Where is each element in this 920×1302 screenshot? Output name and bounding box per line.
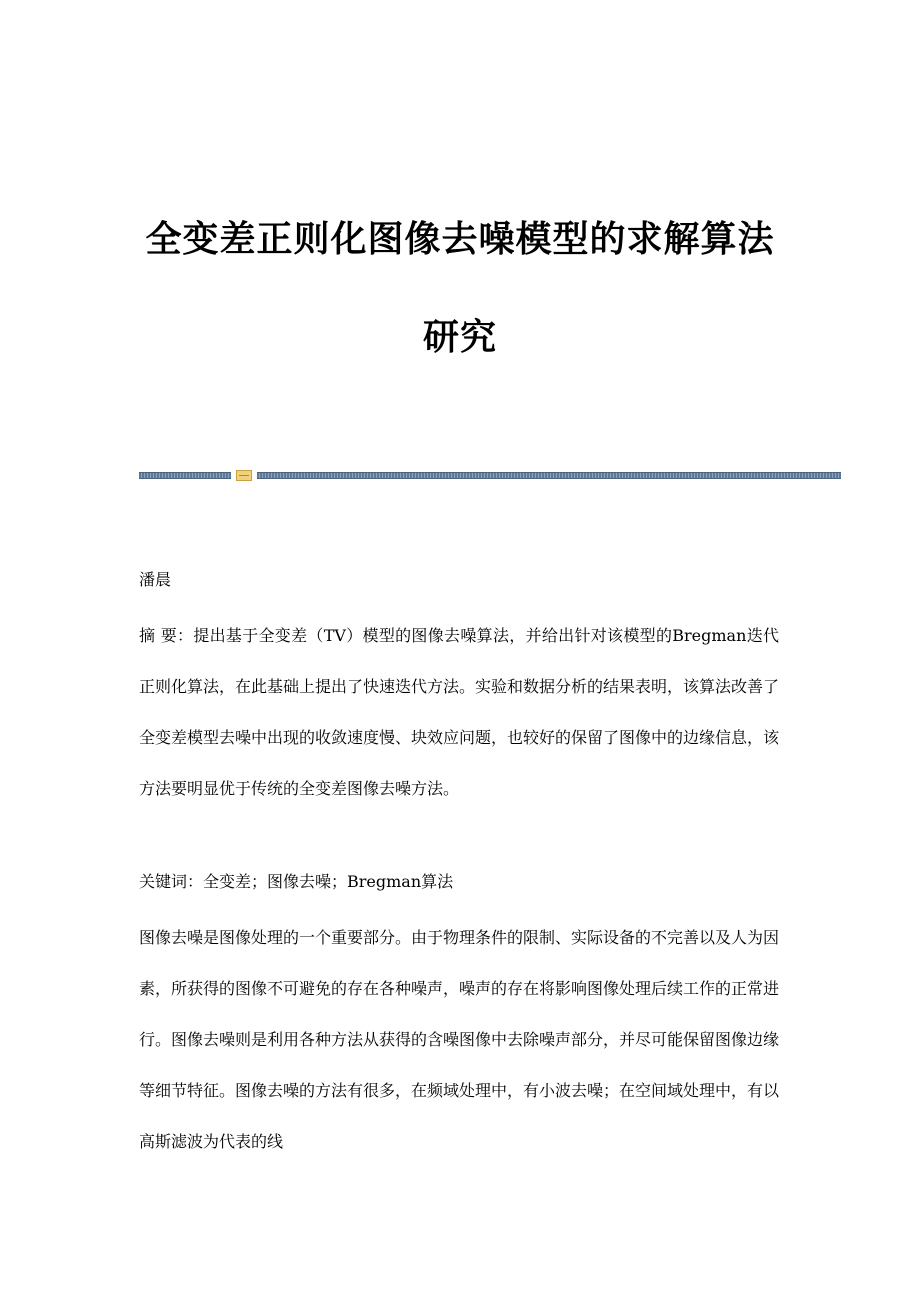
paper-title-line-1: 全变差正则化图像去噪模型的求解算法 [145,219,775,260]
abstract-paragraph: 摘 要：提出基于全变差（TV）模型的图像去噪算法，并给出针对该模型的Bregman迭代正则化算法，在此基础上提出了快速迭代方法。实验和数据分析的结果表明，该算法改善了全变差模型去噪中出现的收敛速度慢、块效应问题，也较好的保留了图像中的边缘信息，该方法要明显优于传统的全变差图像去噪方法。 [139,626,780,798]
divider-bar-left [139,472,231,479]
keywords-line: 关键词：全变差；图像去噪；Bregman算法 [139,872,454,891]
divider-ornament-icon [236,470,252,481]
paper-title-line-2: 研究 [422,317,497,358]
author-name: 潘晨 [139,570,172,589]
body-paragraph: 图像去噪是图像处理的一个重要部分。由于物理条件的限制、实际设备的不完善以及人为因素，所获得的图像不可避免的存在各种噪声，噪声的存在将影响图像处理后续工作的正常进行。图像去噪则是利用各种方法从获得的含噪图像中去除噪声部分，并尽可能保留图像边缘等细节特征。图像去噪的方法有很多，在频域处理中，有小波去噪；在空间域处理中，有以高斯滤波为代表的线 [139,928,780,1151]
decorative-divider [139,470,841,480]
divider-bar-right [257,472,841,479]
